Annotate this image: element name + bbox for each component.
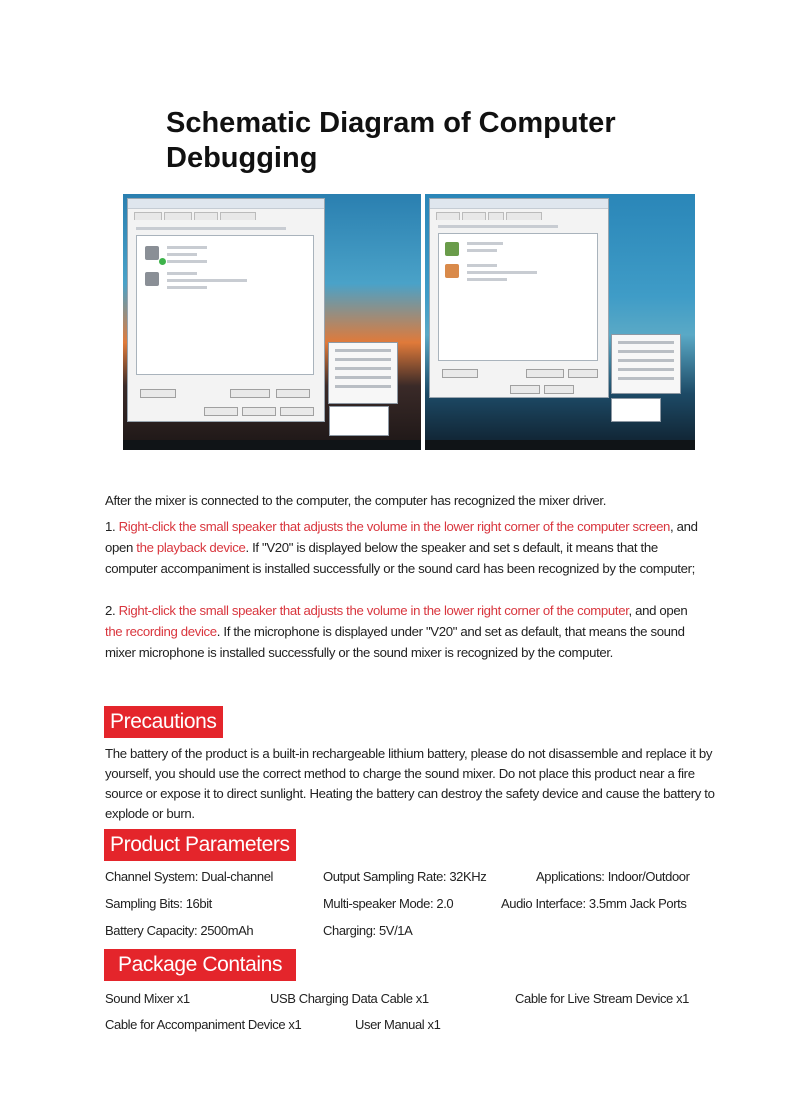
parameters-heading: Product Parameters: [104, 829, 296, 861]
playback-devices-screenshot: [123, 194, 421, 450]
package-heading: Package Contains: [104, 949, 296, 981]
volume-popup: [329, 406, 389, 436]
context-menu: [328, 342, 398, 404]
precautions-heading: Precautions: [104, 706, 223, 738]
speaker-icon: [145, 246, 159, 260]
device-icon: [145, 272, 159, 286]
page-title: Schematic Diagram of Computer Debugging: [166, 107, 616, 174]
context-menu: [611, 334, 681, 394]
recording-devices-screenshot: [425, 194, 695, 450]
step-1: 1. Right-click the small speaker that adjusts the volume in the lower right corner of the computer screen, and open the playback device. If "V20" is displayed below the speaker and set s default, it means that the computer accompaniment is installed successfully or the sound card has been recognized by the computer;: [105, 519, 698, 576]
sound-dialog: [429, 198, 609, 398]
precautions-text: The battery of the product is a built-in rechargeable lithium battery, please do not disassemble and replace it by yourself, you should use the correct method to charge the sound mixer. Do not place this product near a fire source or expose it to direct sunlight. Heating the battery can destroy the safety device and cause the battery to explode or burn.: [105, 746, 715, 821]
line-in-icon: [445, 264, 459, 278]
step-2: 2. Right-click the small speaker that adjusts the volume in the lower right corner of the computer, and open the recording device. If the microphone is displayed under "V20" and set as default, that means the sound mixer microphone is installed successfully or the sound mixer is recognized by the computer.: [105, 603, 688, 660]
volume-popup: [611, 398, 661, 422]
sound-dialog: [127, 198, 325, 422]
intro-text: After the mixer is connected to the computer, the computer has recognized the mixer driver.: [105, 493, 607, 508]
microphone-icon: [445, 242, 459, 256]
